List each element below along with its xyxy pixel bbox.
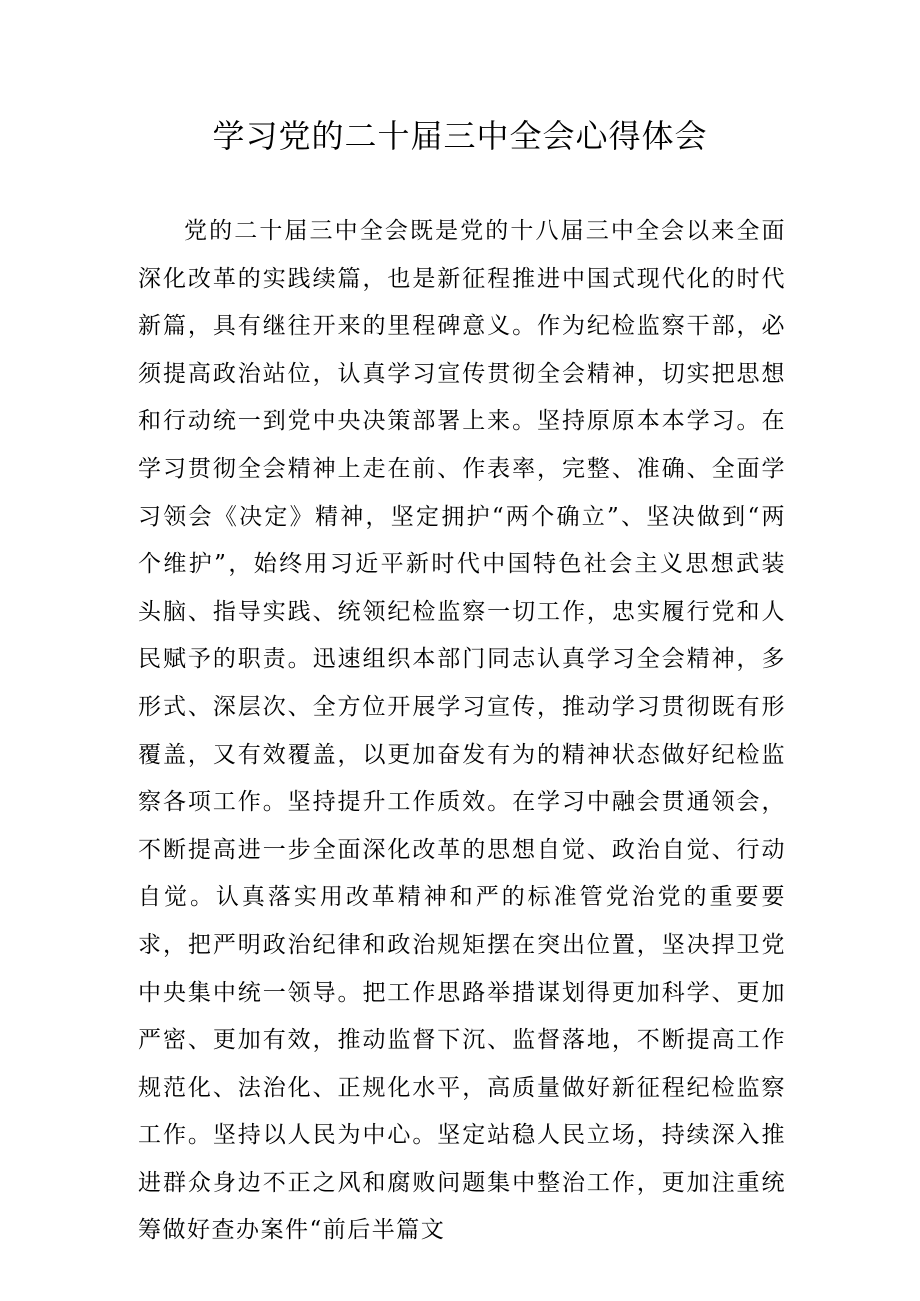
body-paragraph: 党的二十届三中全会既是党的十八届三中全会以来全面深化改革的实践续篇，也是新征程推进中国式现代化的时代新篇，具有继往开来的里程碑意义。作为纪检监察干部，必须提高政治站位，认真学习宣传贯彻全会精神，切实把思想和行动统一到党中央决策部署上来。坚持原原本本学习。在学习贯彻全会精神上走在前、作表率，完整、准确、全面学习领会《决定》精神，坚定拥护“两个确立”、坚决做到“两个维护”，始终用习近平新时代中国特色社会主义思想武装头脑、指导实践、统领纪检监察一切工作，忠实履行党和人民赋予的职责。迅速组织本部门同志认真学习全会精神，多形式、深层次、全方位开展学习宣传，推动学习贯彻既有形覆盖，又有效覆盖，以更加奋发有为的精神状态做好纪检监察各项工作。坚持提升工作质效。在学习中融会贯通领会，不断提高进一步全面深化改革的思想自觉、政治自觉、行动自觉。认真落实用改革精神和严的标准管党治党的重要要求，把严明政治纪律和政治规矩摆在突出位置，坚决捍卫党中央集中统一领导。把工作思路举措谋划得更加科学、更加严密、更加有效，推动监督下沉、监督落地，不断提高工作规范化、法治化、正规化水平，高质量做好新征程纪检监察工作。坚持以人民为中心。坚定站稳人民立场，持续深入推进群众身边不正之风和腐败问题集中整治工作，更加注重统筹做好查办案件“前后半篇文 bbox=[138, 218, 786, 1244]
document-title: 学习党的二十届三中全会心得体会 bbox=[212, 117, 708, 155]
